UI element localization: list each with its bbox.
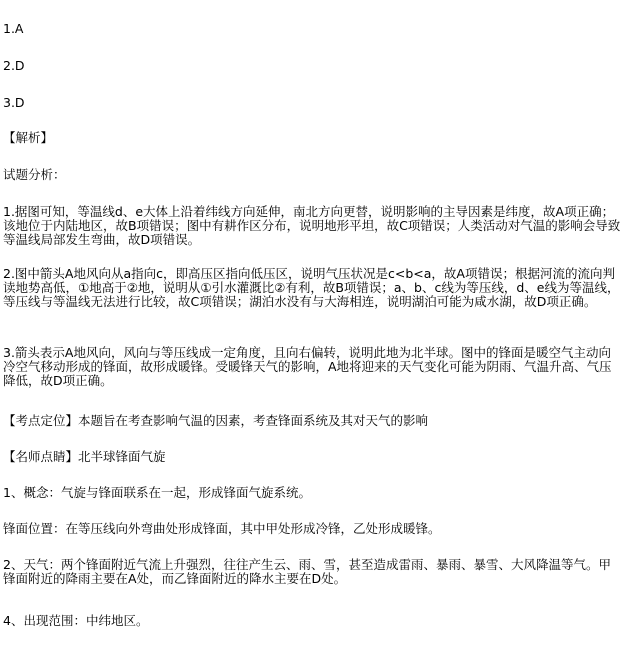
answer-1: 1.A <box>3 21 24 36</box>
mingshi-label: 【名师点睛】 <box>3 449 79 464</box>
analysis-heading: 【解析】 <box>3 130 54 145</box>
kaodian-label: 【考点定位】 <box>3 413 79 428</box>
answer-3: 3.D <box>3 95 25 110</box>
note-concept: 1、概念：气旋与锋面联系在一起，形成锋面气旋系统。 <box>3 485 311 500</box>
analysis-item-3: 3.箭头表示A地风向，风向与等压线成一定角度，且向右偏转，说明此地为北半球。图中的锋面是暖空气主动向冷空气移动形成的锋面，故形成暖锋。受暖锋天气的影响，A地将迎来的天气变化可能为阴雨、气温升高、气压降低，故D项正确。 <box>3 345 612 388</box>
note-range: 4、出现范围：中纬地区。 <box>3 613 149 628</box>
note-front-position: 锋面位置：在等压线向外弯曲处形成锋面，其中甲处形成冷锋，乙处形成暖锋。 <box>3 521 441 536</box>
kaodian-text: 本题旨在考查影响气温的因素，考查锋面系统及其对天气的影响 <box>78 413 429 428</box>
answer-2: 2.D <box>3 58 25 73</box>
mingshi-line <box>3 450 623 464</box>
analysis-item-1: 1.据图可知，等温线d、e大体上沿着纬线方向延伸，南北方向更替，说明影响的主导因素是纬度，故A项正确；该地位于内陆地区，故B项错误；图中有耕作区分布，说明地形平坦，故C项错误；人类活动对气温的影响会导致等温线局部发生弯曲，故D项错误。 <box>3 204 621 247</box>
analysis-intro: 试题分析： <box>3 167 66 182</box>
analysis-item-2: 2.图中箭头A地风向从a指向c，即高压区指向低压区，说明气压状况是c<b<a，故A项错误；根据河流的流向判读地势高低，①地高于②地，说明从①引水灌溉比②有利，故B项错误；a、b、c线为等压线，d、e线为等温线，等压线与等温线无法进行比较，故C项错误；湖泊水没有与大海相连，说明湖泊可能为咸水湖，故D项正确。 <box>3 266 620 309</box>
note-weather: 2、天气：两个锋面附近气流上升强烈，往往产生云、雨、雪，甚至造成雷雨、暴雨、暴雪、大风降温等气。甲锋面附近的降雨主要在A处，而乙锋面附近的降水主要在D处。 <box>3 557 611 586</box>
mingshi-text: 北半球锋面气旋 <box>78 449 166 464</box>
kaodian-line <box>3 414 623 428</box>
